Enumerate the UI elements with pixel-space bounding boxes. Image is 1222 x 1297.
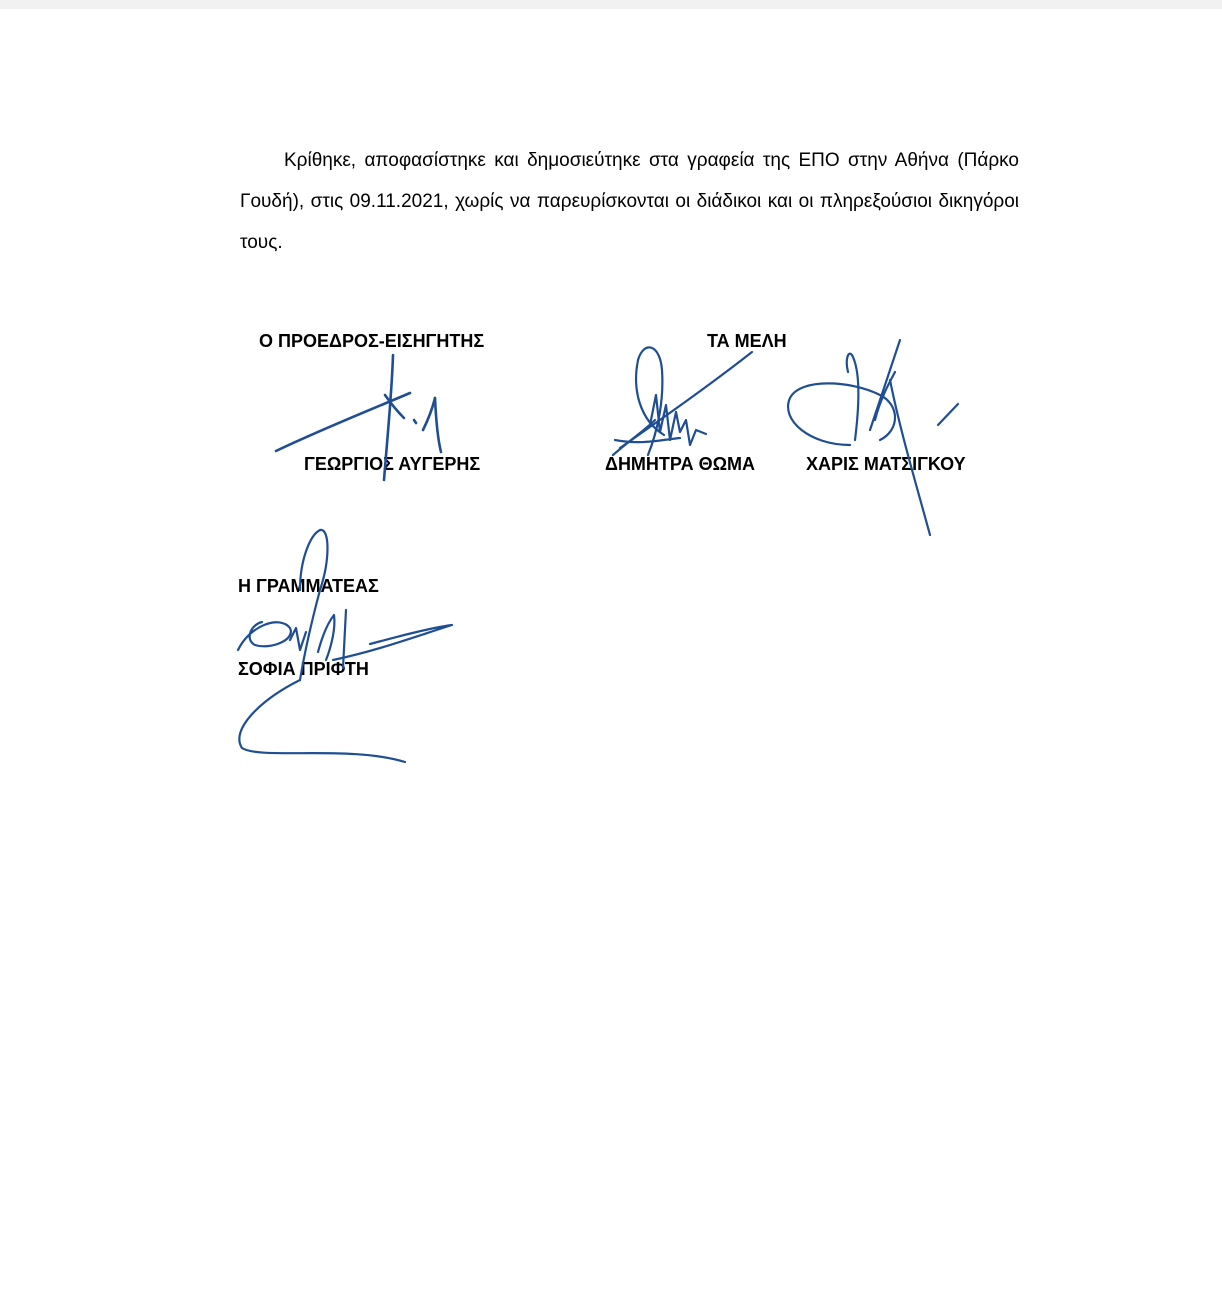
top-strip xyxy=(0,0,1222,9)
member1-signature xyxy=(613,347,752,455)
president-name: ΓΕΩΡΓΙΟΣ ΑΥΓΕΡΗΣ xyxy=(304,454,481,474)
president-heading: Ο ΠΡΟΕΔΡΟΣ-ΕΙΣΗΓΗΤΗΣ xyxy=(259,331,485,351)
member1-name: ΔΗΜΗΤΡΑ ΘΩΜΑ xyxy=(605,454,756,474)
secretary-name: ΣΟΦΙΑ ΠΡΙΦΤΗ xyxy=(238,659,369,679)
secretary-signature xyxy=(238,530,452,762)
member2-signature xyxy=(788,340,958,535)
members-heading: ΤΑ ΜΕΛΗ xyxy=(707,331,787,351)
secretary-heading: Η ΓΡΑΜΜΑΤΕΑΣ xyxy=(238,576,379,596)
member2-name: ΧΑΡΙΣ ΜΑΤΣΙΓΚΟΥ xyxy=(806,454,966,474)
closing-paragraph: Κρίθηκε, αποφασίστηκε και δημοσιεύτηκε στα γραφεία της ΕΠΟ στην Αθήνα (Πάρκο Γουδή), στις 09.11.2021, χωρίς να παρευρίσκονται οι διάδικοι και οι πληρεξούσιοι δικηγόροι τους. xyxy=(240,150,1019,253)
